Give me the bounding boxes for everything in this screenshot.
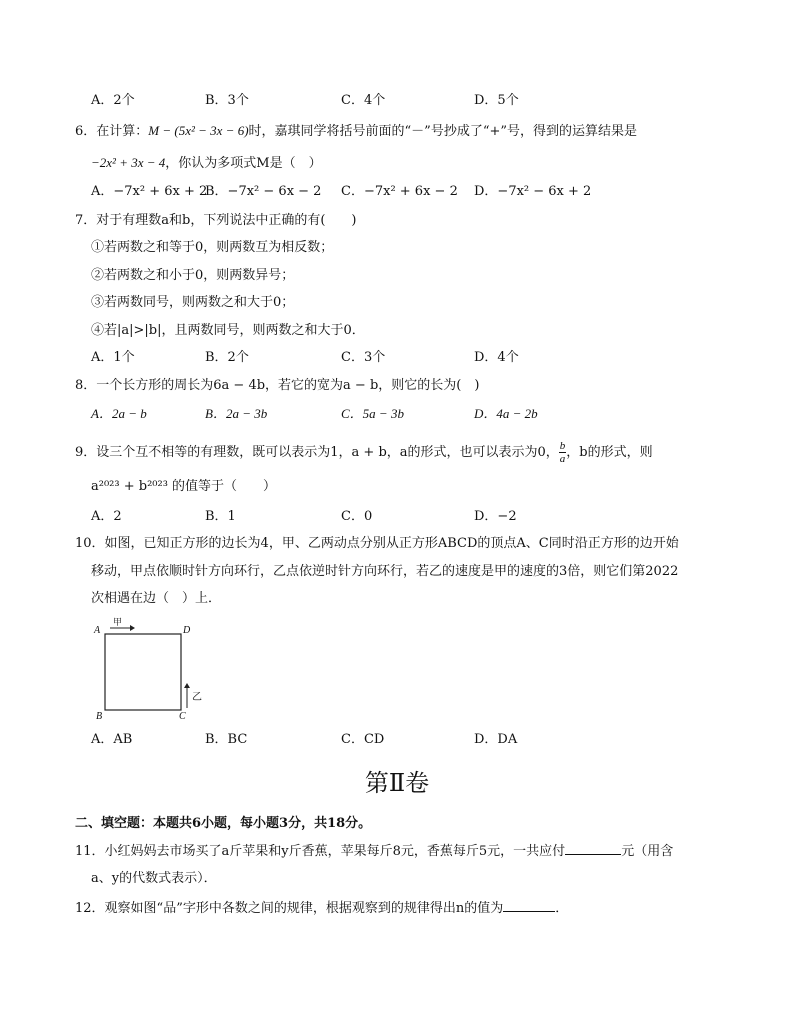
q12-line <box>75 899 568 918</box>
q6-stem <box>75 122 637 141</box>
q10-option-c-text: C．CD <box>341 732 385 747</box>
q10-option-c <box>341 731 384 749</box>
q6-option-c: C．−7x² + 6x − 2 <box>341 184 458 199</box>
q9-fraction-numerator: b <box>559 440 566 452</box>
q6-option-a: A．−7x² + 6x + 2 <box>91 184 208 199</box>
q6-line2-expr: −2x² + 3x − 4 <box>91 155 166 170</box>
q7-statement-2: ②若两数之和小于0，则两数异号； <box>91 268 295 283</box>
yi-label: 乙 <box>192 692 202 703</box>
vertex-a-label: A <box>94 625 101 636</box>
q8-option-b: B．2a − 3b <box>205 406 268 421</box>
q8-option-d: D．4a − 2b <box>474 406 538 421</box>
q8-option-a: A．2a − b <box>91 406 147 421</box>
q11-answer-blank[interactable] <box>565 842 621 855</box>
q9-option-a: A．2 <box>91 509 122 524</box>
section-2-heading: 二、填空题：本题共6小题，每小题3分，共18分。 <box>75 816 372 831</box>
q9-option-d: D．−2 <box>474 509 517 524</box>
q9-stem-line2: a²⁰²³ + b²⁰²³ 的值等于（ ） <box>91 479 277 494</box>
q6-option-d: D．−7x² − 6x + 2 <box>474 184 592 199</box>
q6-stem-prefix: 6．在计算： <box>75 124 149 139</box>
q10-line2: 移动，甲点依顺时针方向环行，乙点依逆时针方向环行，若乙的速度是甲的速度的3倍，则它们第2022 <box>91 564 679 579</box>
q9-option-b: B．1 <box>205 509 236 524</box>
q5-option-c: C．4个 <box>341 93 386 108</box>
q10-option-d <box>474 731 517 749</box>
q6-option-b: B．−7x² − 6x − 2 <box>205 184 322 199</box>
q5-option-d: D．5个 <box>474 93 519 108</box>
q12-text: 12．观察如图“品”字形中各数之间的规律，根据观察到的规律得出n的值为 <box>75 901 504 916</box>
q11-line2: a、y的代数式表示）． <box>91 871 217 886</box>
q7-statement-4: ④若|a|>|b|，且两数同号，则两数之和大于0． <box>91 323 365 338</box>
square-abcd <box>105 634 181 710</box>
q8-option-c: C．5a − 3b <box>341 406 404 421</box>
q7-stem: 7．对于有理数a和b，下列说法中正确的有( ) <box>75 213 357 228</box>
q10-option-a-text: A．AB <box>91 732 133 747</box>
q12-suffix: ． <box>555 901 569 916</box>
q10-line1: 10．如图，已知正方形的边长为4，甲、乙两动点分别从正方形ABCD的顶点A、C同时沿正方形的边开始 <box>75 536 679 551</box>
q10-option-a <box>91 731 132 749</box>
q5-option-b: B．3个 <box>205 93 249 108</box>
q7-option-c: C．3个 <box>341 350 386 365</box>
q7-statement-1: ①若两数之和等于0，则两数互为相反数； <box>91 240 334 255</box>
q6-line2-text: ，你认为多项式M是（ ） <box>165 156 322 171</box>
q7-option-d: D．4个 <box>474 350 519 365</box>
q6-stem-suffix: 时，嘉琪同学将括号前面的“－”号抄成了“+”号，得到的运算结果是 <box>248 124 638 139</box>
q12-answer-blank[interactable] <box>503 899 555 912</box>
q8-stem: 8．一个长方形的周长为6a − 4b，若它的宽为a − b，则它的长为( ) <box>75 378 480 393</box>
q9-option-c: C．0 <box>341 509 373 524</box>
q6-stem-expr: M − (5x² − 3x − 6) <box>148 123 249 138</box>
q11-line1 <box>75 842 673 861</box>
q11-line1-text: 11．小红妈妈去市场买了a斤苹果和y斤香蕉，苹果每斤8元，香蕉每斤5元，一共应付 <box>75 844 566 859</box>
q9-stem-suffix: ，b的形式，则 <box>566 445 653 460</box>
q5-option-a: A．2个 <box>91 93 135 108</box>
q10-option-d-text: D．DA <box>474 732 518 747</box>
vertex-c-label: C <box>179 711 186 722</box>
q10-line3: 次相遇在边（ ）上． <box>91 591 222 606</box>
vertex-b-label: B <box>96 711 103 722</box>
q9-stem <box>75 440 653 465</box>
q7-statement-3: ③若两数同号，则两数之和大于0； <box>91 295 295 310</box>
yi-arrowhead <box>184 683 190 688</box>
section-2-title: 第Ⅱ卷 <box>364 769 430 797</box>
vertex-d-label: D <box>183 625 191 636</box>
q10-option-b-text: B．BC <box>205 732 248 747</box>
q10-square-figure <box>90 614 220 724</box>
jia-arrowhead <box>130 625 135 631</box>
q11-line1-suffix: 元（用含 <box>621 844 674 859</box>
q7-option-a: A．1个 <box>91 350 135 365</box>
q9-fraction-denominator: a <box>559 453 566 465</box>
jia-label: 甲 <box>113 618 123 628</box>
q9-stem-prefix: 9．设三个互不相等的有理数，既可以表示为1，a + b，a的形式，也可以表示为0， <box>75 445 559 460</box>
q6-stem-line2 <box>91 154 322 173</box>
q7-option-b: B．2个 <box>205 350 249 365</box>
q10-option-b <box>205 731 247 749</box>
